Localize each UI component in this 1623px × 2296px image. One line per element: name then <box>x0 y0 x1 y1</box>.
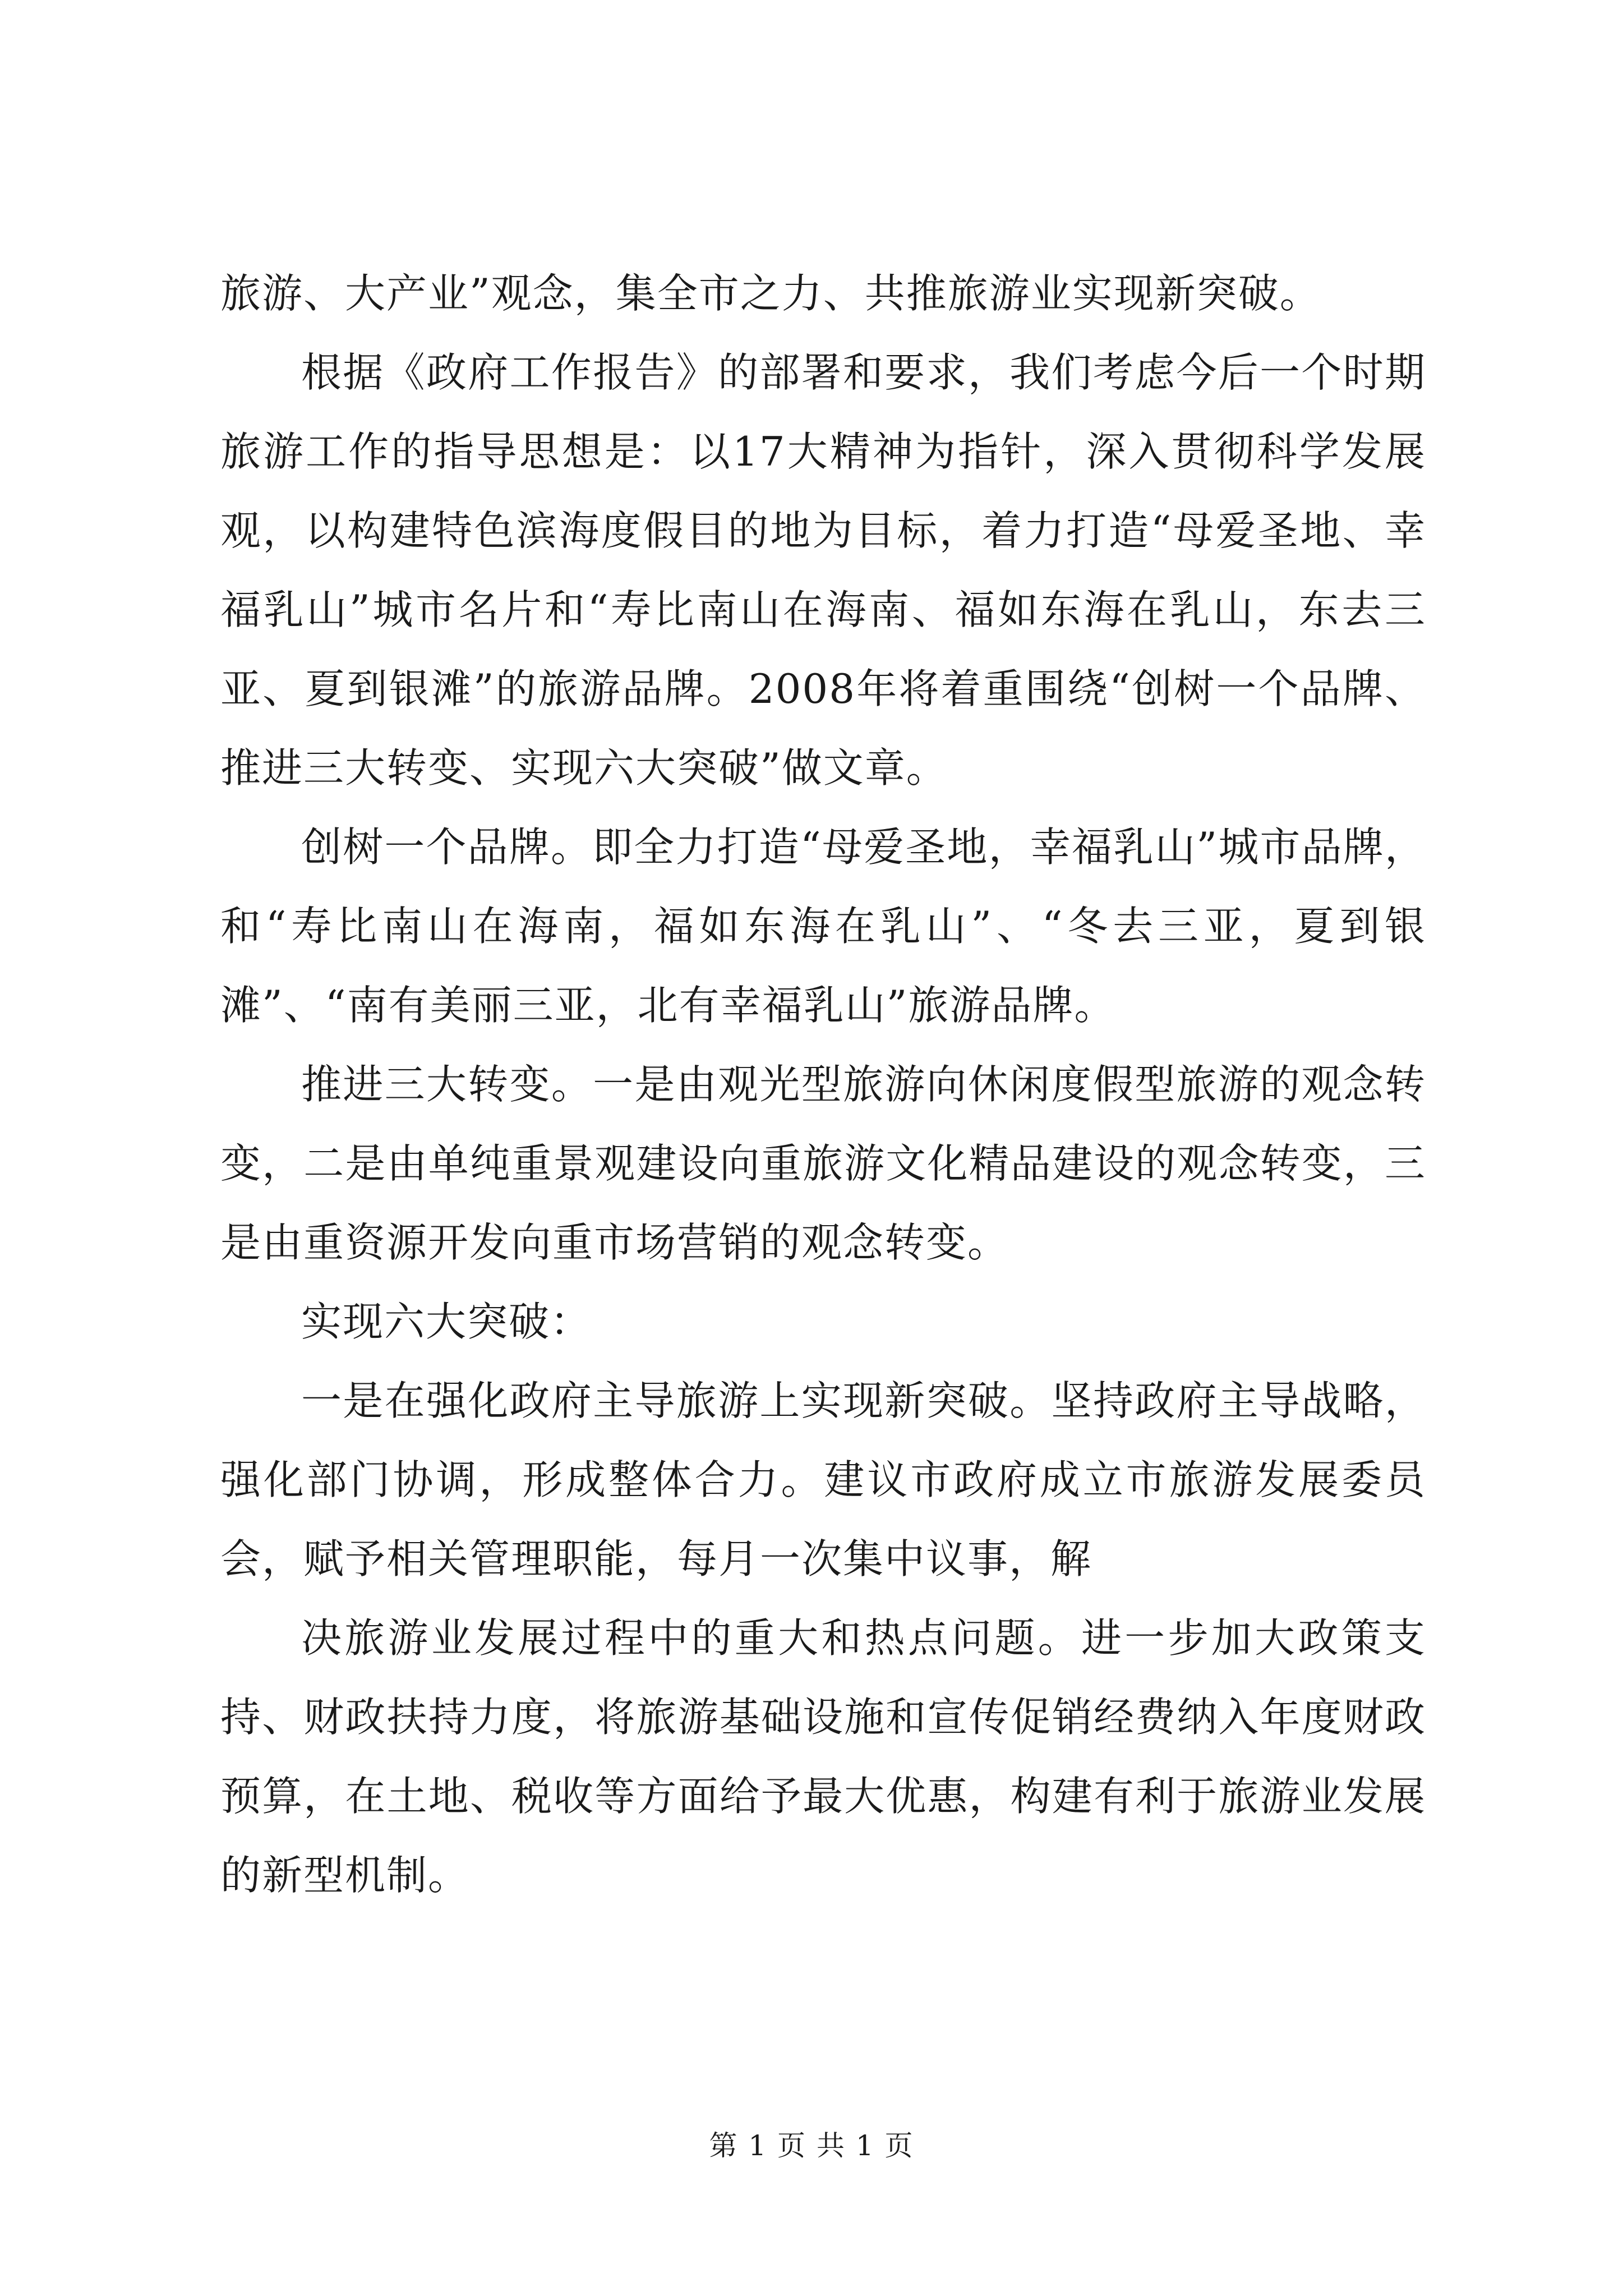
paragraph-5: 实现六大突破： <box>301 1298 592 1345</box>
paragraph-7: 决旅游业发展过程中的重大和热点问题。进一步加大政策支持、财政扶持力度，将旅游基础设施和宣传促销经费纳入年度财政预算，在土地、税收等方面给予最大优惠，构建有利于旅游业发展的新型机制。 <box>220 1614 1426 1899</box>
paragraph-2: 根据《政府工作报告》的部署和要求，我们考虑今后一个时期旅游工作的指导思想是：以17大精神为指针，深入贯彻科学发展观，以构建特色滨海度假目的地为目标，着力打造“母爱圣地、幸福乳山”城市名片和“寿比南山在海南、福如东海在乳山，东去三亚、夏到银滩”的旅游品牌。2008年将着重围绕“创树一个品牌、推进三大转变、实现六大突破”做文章。 <box>220 349 1426 792</box>
paragraph-6: 一是在强化政府主导旅游上实现新突破。坚持政府主导战略，强化部门协调，形成整体合力。建议市政府成立市旅游发展委员会，赋予相关管理职能，每月一次集中议事，解 <box>220 1377 1426 1582</box>
document-body <box>220 254 1426 1915</box>
paragraph-1: 旅游、大产业”观念，集全市之力、共推旅游业实现新突破。 <box>220 270 1321 317</box>
paragraph-4: 推进三大转变。一是由观光型旅游向休闲度假型旅游的观念转变，二是由单纯重景观建设向重旅游文化精品建设的观念转变，三是由重资源开发向重市场营销的观念转变。 <box>220 1061 1426 1266</box>
page-footer: 第 1 页 共 1 页 <box>709 2129 914 2162</box>
paragraph-3: 创树一个品牌。即全力打造“母爱圣地，幸福乳山”城市品牌，和“寿比南山在海南，福如东海在乳山”、“冬去三亚，夏到银滩”、“南有美丽三亚，北有幸福乳山”旅游品牌。 <box>220 823 1426 1029</box>
